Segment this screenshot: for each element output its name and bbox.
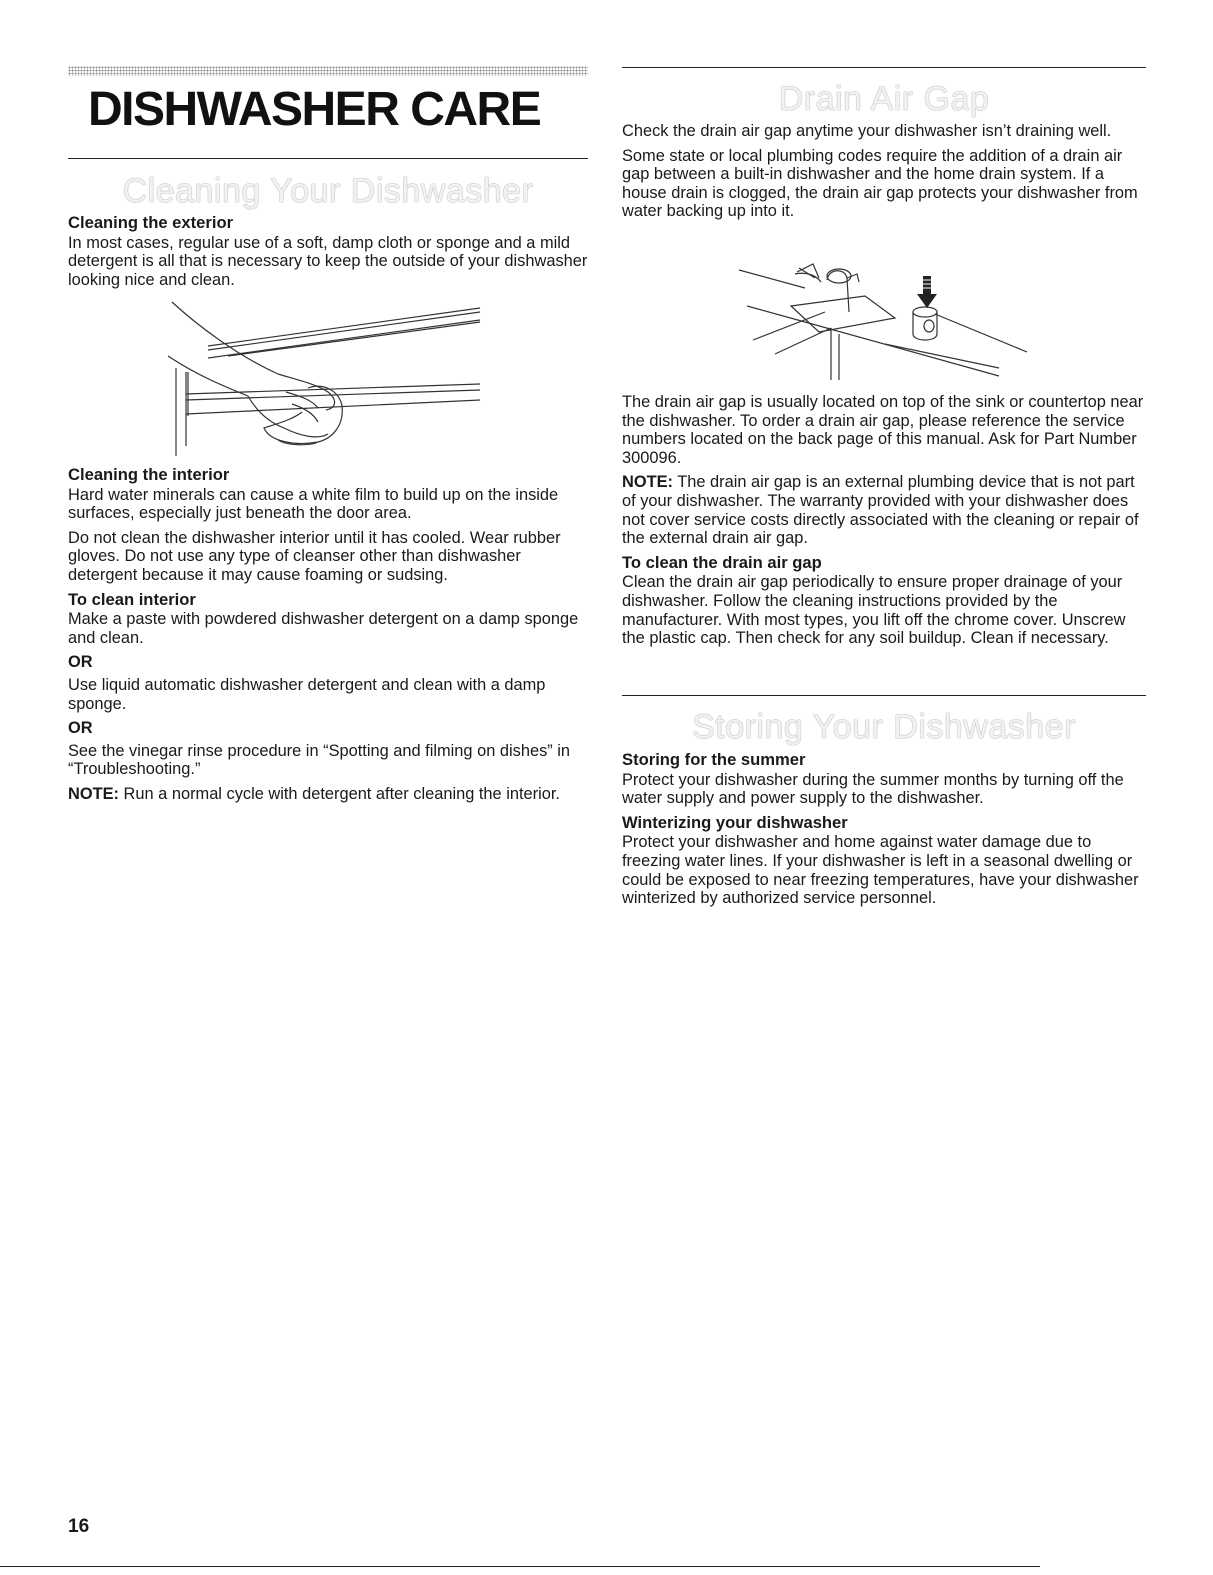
cleaning-interior-section [68, 466, 590, 810]
interior-option-2: Use liquid automatic dishwasher detergent and clean with a damp sponge. [68, 675, 546, 713]
down-arrow-icon [917, 276, 937, 308]
exterior-heading: Cleaning the exterior [68, 213, 234, 232]
title-decoration-bar [68, 66, 588, 76]
to-clean-drain-heading: To clean the drain air gap [622, 552, 822, 572]
interior-paragraph-2: Do not clean the dishwasher interior until it has cooled. Wear rubber gloves. Do not use any type of cleanser other than dishwasher detergent because it may cause foaming or sudsing. [68, 528, 561, 584]
to-clean-interior-heading: To clean interior [68, 589, 196, 609]
note-text: Run a normal cycle with detergent after cleaning the interior. [119, 784, 560, 803]
winterizing-heading: Winterizing your dishwasher [622, 812, 848, 832]
wiping-exterior-illustration [168, 296, 488, 460]
cleaning-exterior-section [68, 214, 590, 295]
or-separator-1: OR [68, 653, 93, 672]
drain-intro-section [622, 122, 1146, 227]
storing-section [622, 751, 1146, 914]
page-title: DISHWASHER CARE [88, 83, 541, 136]
drain-paragraph-2: Some state or local plumbing codes require the addition of a drain air gap between a built-in dishwasher and the home drain system. If a house drain is clogged, the drain air gap protects your dishwasher from water backing up into it. [622, 146, 1138, 221]
drain-details-section [622, 393, 1146, 654]
note-label: NOTE: [622, 473, 673, 492]
summer-heading: Storing for the summer [622, 750, 806, 769]
section-heading-cleaning: Cleaning Your Dishwasher [122, 172, 534, 210]
section-heading-storing: Storing Your Dishwasher [692, 708, 1076, 746]
drain-paragraph-1: Check the drain air gap anytime your dishwasher isn’t draining well. [622, 122, 1112, 140]
interior-heading: Cleaning the interior [68, 465, 230, 484]
note-label: NOTE: [68, 784, 119, 803]
drain-paragraph-3: The drain air gap is usually located on top of the sink or countertop near the dishwasher. To order a drain air gap, please reference the service numbers located on the back page of this manual. Ask for Part Number 300096. [622, 393, 1144, 467]
storing-top-rule [622, 695, 1146, 696]
section-heading-drain-air-gap: Drain Air Gap [778, 80, 990, 118]
interior-paragraph-1: Hard water minerals can cause a white film to build up on the inside surfaces, especially just beneath the door area. [68, 485, 559, 523]
interior-note [68, 785, 590, 804]
interior-option-1: Make a paste with powdered dishwasher detergent on a damp sponge and clean. [68, 610, 579, 647]
drain-note [622, 473, 1146, 547]
page-number: 16 [68, 1516, 90, 1537]
note-text: The drain air gap is an external plumbing device that is not part of your dishwasher. The warranty provided with your dishwasher does not cover service costs directly associated with the cleaning or repair of the external drain air gap. [622, 473, 1139, 548]
exterior-body: In most cases, regular use of a soft, damp cloth or sponge and a mild detergent is all that is necessary to keep the outside of your dishwasher looking nice and clean. [68, 233, 588, 289]
or-separator-2: OR [68, 719, 93, 738]
to-clean-drain-body: Clean the drain air gap periodically to ensure proper drainage of your dishwasher. Follow the cleaning instructions provided by the manufacturer. With most types, you lift off the chrome cover. Unscrew the plastic cap. Then check for any soil buildup. Clean if necessary. [622, 573, 1126, 648]
title-divider [68, 158, 588, 159]
winterizing-body: Protect your dishwasher and home against water damage due to freezing water lines. If your dishwasher is left in a seasonal dwelling or could be exposed to near freezing temperatures, have your dishwasher winterized by authorized service personnel. [622, 833, 1139, 908]
drain-top-rule [622, 67, 1146, 68]
bottom-rule [0, 1566, 1040, 1567]
drain-air-gap-illustration [735, 248, 1035, 382]
summer-body: Protect your dishwasher during the summer months by turning off the water supply and power supply to the dishwasher. [622, 770, 1124, 808]
interior-option-3: See the vinegar rinse procedure in “Spotting and filming on dishes” in “Troubleshooting.” [68, 741, 571, 779]
